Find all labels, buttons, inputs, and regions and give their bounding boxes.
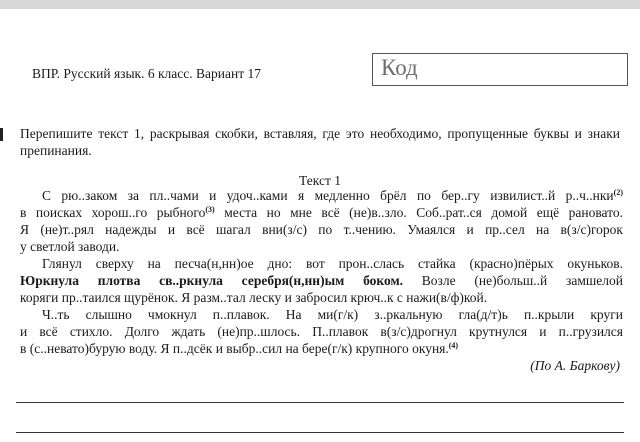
text-line: у светлой заводи.	[20, 239, 120, 254]
text-line: Я (не)т..рял надежды и всё шагал вни(з/с) по т..чению. Умаялся и пр..сел на в(з/с)горок	[20, 222, 623, 237]
answer-line[interactable]	[16, 402, 624, 403]
text-line: Глянул сверху на песча(н,нн)ое дно: вот прон..слась стайка (красно)пёрых окуньков.	[42, 256, 623, 271]
task-marker	[0, 128, 3, 141]
text-title: Текст 1	[299, 173, 341, 188]
top-scroll-bar	[0, 0, 640, 9]
text-line: С рю..заком за пл..чами и удоч..ками я медленно брёл по бер..гу извилист..й р..ч..нки$^{(2)}$	[42, 188, 623, 203]
footnote-mark: (3)	[205, 205, 215, 214]
code-label: Код	[381, 55, 418, 80]
text-line: и всё стихло. Долго ждать (не)пр..шлось. П..плавок в(з/с)дрогнул крутнулся и п..грузился	[20, 324, 623, 339]
task-instruction: Перепишите текст 1, раскрывая скобки, вставляя, где это необходимо, пропущенные буквы и знаки препинания.	[20, 126, 620, 158]
bold-sentence: Юркнула плотва св..ркнула серебря(н,нн)ым боком.	[20, 273, 404, 288]
footnote-mark: (4)	[448, 341, 459, 350]
text-line: коряги пр..таился щурёнок. Я разм..тал леску и забросил крюч..к с нажи(в/ф)кой.	[20, 290, 488, 305]
text-line: в поисках хорош..го рыбного$^{(3)}$ места но мне всё (не)в..зло. Соб..рат..ся домой ещё рановато.	[20, 205, 623, 220]
text-line: Ч..ть слышно чмокнул п..плавок. На ми(г/к) з..ркальную гла(д/т)ь п..крыли круги	[42, 307, 623, 322]
footnote-mark: (2)	[613, 188, 623, 197]
variant-title: ВПР. Русский язык. 6 класс. Вариант 17	[32, 66, 261, 81]
text-line: в (с..невато)бурую воду. Я п..дсёк и выбр..сил на бере(г/к) крупного окуня.$^{(4)}$	[20, 341, 459, 356]
answer-line[interactable]	[16, 432, 624, 433]
author-credit: (По А. Баркову)	[530, 358, 620, 373]
page-header	[32, 66, 261, 82]
code-field[interactable]	[372, 53, 628, 86]
text-body	[20, 187, 623, 357]
text-line: Юркнула плотва св..ркнула серебря(н,нн)ым боком. Возле (не)больш..й замшелой	[20, 273, 623, 288]
